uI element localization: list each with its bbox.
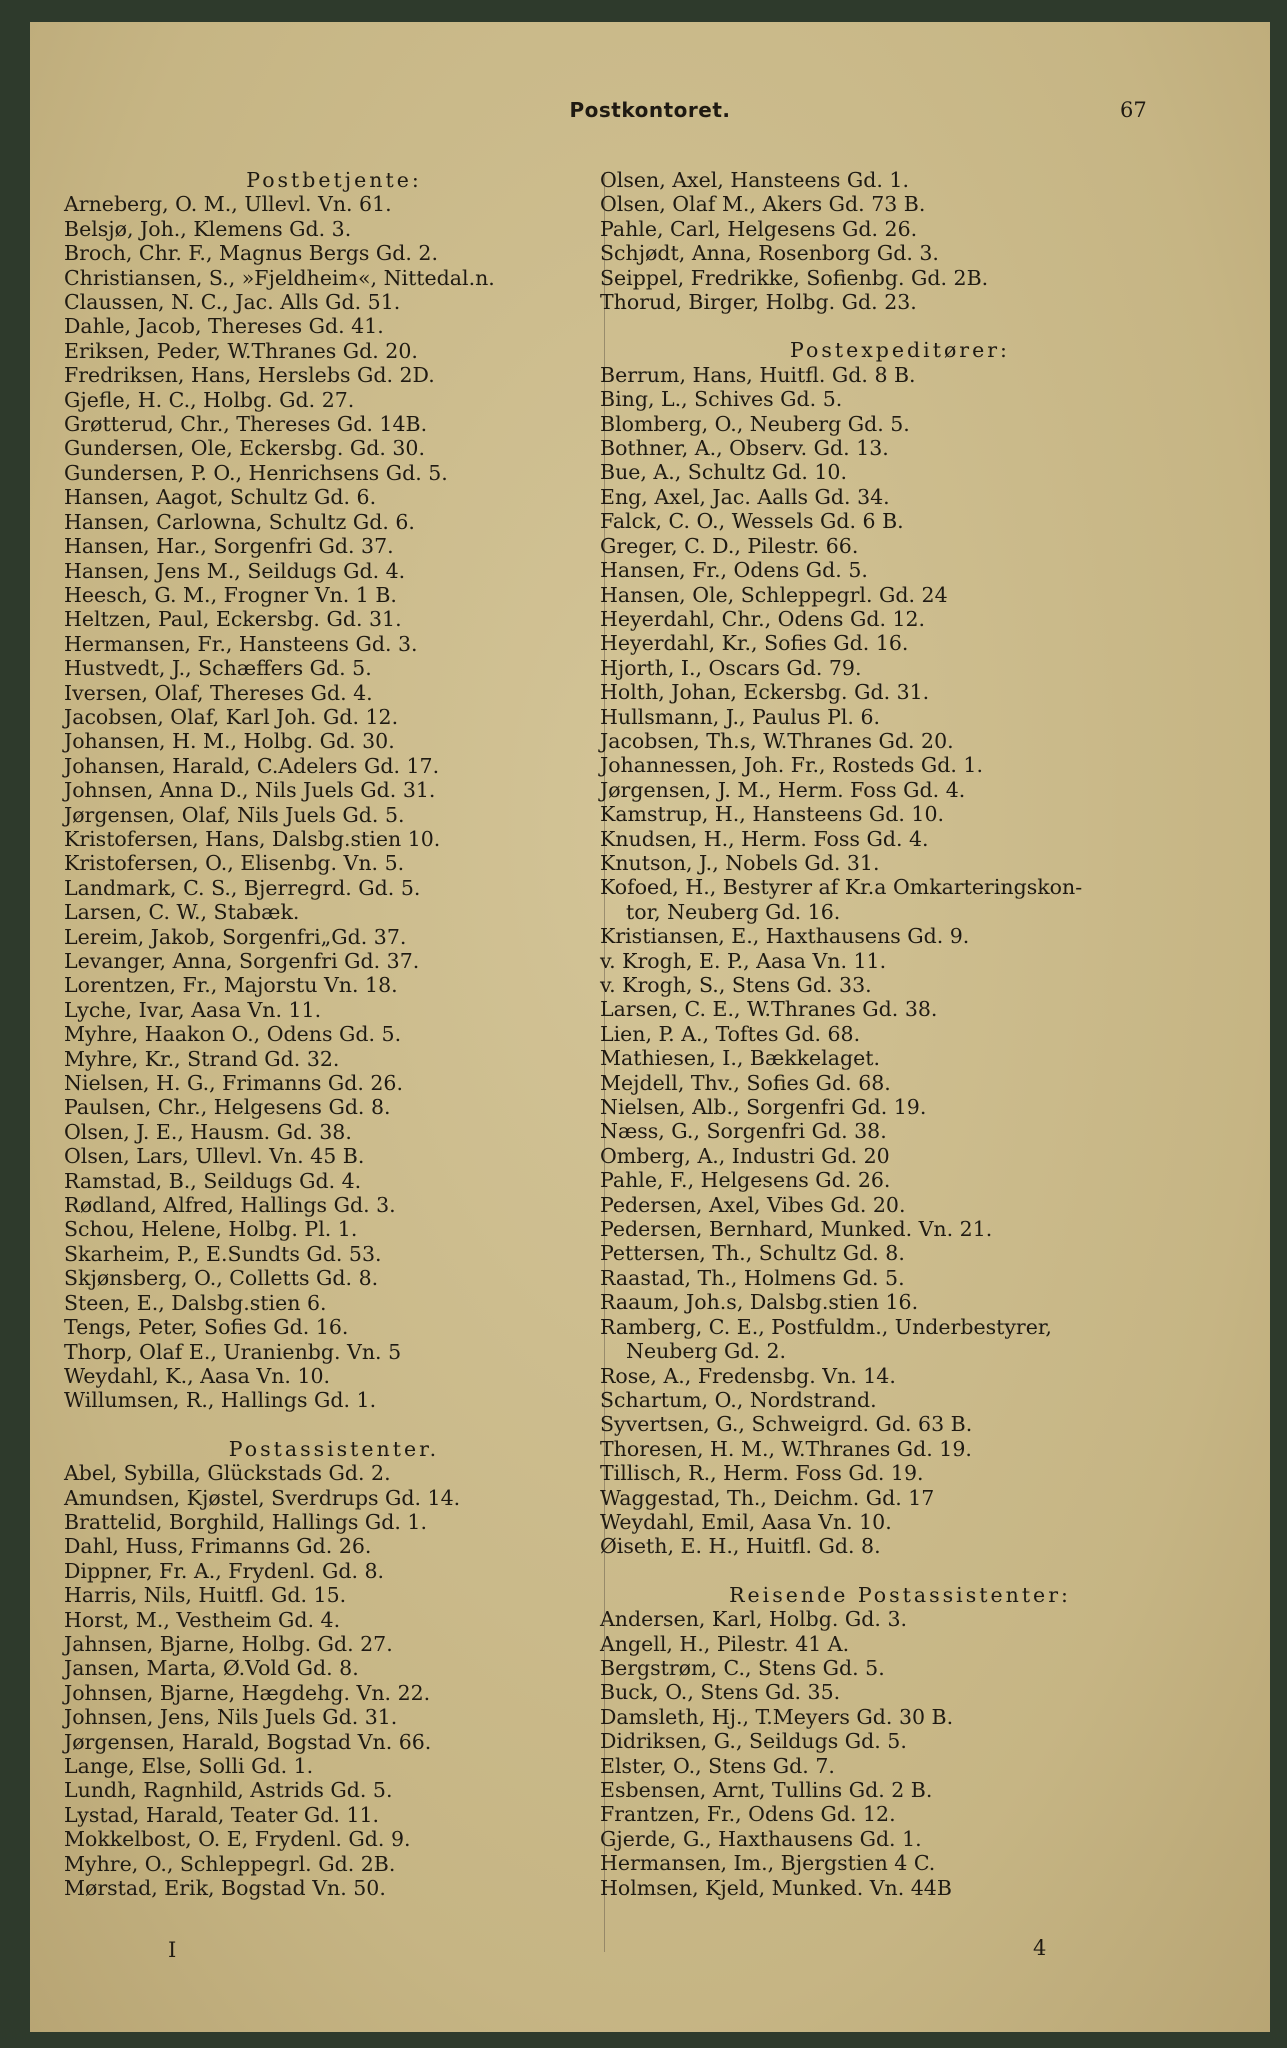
directory-entry: Jacobsen, Olaf, Karl Joh. Gd. 12. — [64, 704, 399, 729]
directory-entry: v. Krogh, E. P., Aasa Vn. 11. — [600, 948, 887, 973]
directory-entry: Abel, Sybilla, Glückstads Gd. 2. — [64, 1461, 391, 1486]
directory-entry: Tillisch, R., Herm. Foss Gd. 19. — [600, 1461, 924, 1486]
directory-entry: Larsen, C. W., Stabæk. — [64, 900, 300, 925]
directory-entry: Johansen, Harald, C.Adelers Gd. 17. — [64, 753, 440, 778]
directory-entry: Pahle, F., Helgesens Gd. 26. — [600, 1168, 891, 1193]
directory-entry: Schjødt, Anna, Rosenborg Gd. 3. — [600, 241, 939, 266]
directory-entry: Myhre, Haakon O., Odens Gd. 5. — [64, 1022, 402, 1047]
directory-entry: Olsen, Lars, Ullevl. Vn. 45 B. — [64, 1144, 365, 1169]
directory-entry: Mørstad, Erik, Bogstad Vn. 50. — [64, 1876, 386, 1901]
directory-entry: Dahle, Jacob, Thereses Gd. 41. — [64, 314, 384, 339]
list-reisende-postassistenter — [600, 1607, 1200, 1900]
directory-entry: Dahl, Huss, Frimanns Gd. 26. — [64, 1534, 372, 1559]
directory-entry: Gjefle, H. C., Holbg. Gd. 27. — [64, 387, 355, 412]
directory-entry: Holmsen, Kjeld, Munked. Vn. 44B — [600, 1875, 952, 1900]
directory-entry: Angell, H., Pilestr. 41 A. — [600, 1631, 850, 1656]
directory-entry: Johnsen, Anna D., Nils Juels Gd. 31. — [64, 778, 436, 803]
directory-entry: Rose, A., Fredensbg. Vn. 14. — [600, 1363, 896, 1388]
directory-entry: Jahnsen, Bjarne, Holbg. Gd. 27. — [64, 1631, 393, 1656]
directory-entry: Hansen, Har., Sorgenfri Gd. 37. — [64, 534, 394, 559]
directory-entry: Raastad, Th., Holmens Gd. 5. — [600, 1265, 905, 1290]
directory-entry: Pettersen, Th., Schultz Gd. 8. — [600, 1241, 905, 1266]
list-postbetjente — [64, 192, 604, 1412]
directory-entry: Esbensen, Arnt, Tullins Gd. 2 B. — [600, 1778, 933, 1802]
directory-entry: Jørgensen, Olaf, Nils Juels Gd. 5. — [64, 802, 405, 827]
directory-entry: Olsen, Axel, Hansteens Gd. 1. — [600, 168, 909, 192]
directory-entry: Nielsen, Alb., Sorgenfri Gd. 19. — [600, 1095, 927, 1120]
directory-entry: Lystad, Harald, Teater Gd. 11. — [64, 1802, 380, 1827]
directory-entry: Harris, Nils, Huitfl. Gd. 15. — [64, 1583, 347, 1608]
directory-entry: Falck, C. O., Wessels Gd. 6 B. — [600, 509, 904, 534]
directory-entry: Bothner, A., Observ. Gd. 13. — [600, 436, 889, 461]
directory-entry: Kristiansen, E., Haxthausens Gd. 9. — [600, 924, 970, 949]
directory-entry: Eng, Axel, Jac. Aalls Gd. 34. — [600, 484, 890, 509]
directory-entry: Jacobsen, Th.s, W.Thranes Gd. 20. — [600, 728, 954, 753]
directory-entry: Nielsen, H. G., Frimanns Gd. 26. — [64, 1071, 403, 1096]
directory-entry: Seippel, Fredrikke, Sofienbg. Gd. 2B. — [600, 265, 989, 290]
directory-entry: Skjønsberg, O., Colletts Gd. 8. — [64, 1266, 379, 1291]
directory-entry: Thorp, Olaf E., Uranienbg. Vn. 5 — [64, 1339, 402, 1364]
section-heading-postbetjente: Postbetjente: — [246, 168, 422, 192]
directory-entry: Pedersen, Bernhard, Munked. Vn. 21. — [600, 1217, 993, 1242]
directory-entry: Elster, O., Stens Gd. 7. — [600, 1753, 835, 1778]
directory-entry: Bing, L., Schives Gd. 5. — [600, 387, 843, 412]
directory-entry: Syvertsen, G., Schweigrd. Gd. 63 B. — [600, 1412, 973, 1437]
directory-entry: Jansen, Marta, Ø.Vold Gd. 8. — [64, 1656, 359, 1681]
section-gap — [600, 1559, 1200, 1583]
directory-entry: Blomberg, O., Neuberg Gd. 5. — [600, 411, 910, 436]
directory-entry: Christiansen, S., »Fjeldheim«, Nittedal.n. — [64, 265, 495, 290]
directory-entry: Buck, O., Stens Gd. 35. — [600, 1680, 841, 1705]
directory-entry: Næss, G., Sorgenfri Gd. 38. — [600, 1119, 887, 1144]
page-number: 67 — [1120, 98, 1147, 122]
directory-entry: Jørgensen, J. M., Herm. Foss Gd. 4. — [600, 777, 966, 802]
section-gap — [600, 314, 1200, 338]
section-heading-postassistenter: Postassistenter. — [228, 1436, 440, 1461]
directory-entry: Hullsmann, J., Paulus Pl. 6. — [600, 704, 881, 729]
right-column — [600, 168, 1200, 1900]
directory-entry: Hansen, Fr., Odens Gd. 5. — [600, 558, 868, 583]
directory-entry: Mejdell, Thv., Sofies Gd. 68. — [600, 1070, 891, 1095]
directory-entry: Fredriksen, Hans, Herslebs Gd. 2D. — [64, 363, 435, 388]
directory-entry: Horst, M., Vestheim Gd. 4. — [64, 1607, 341, 1632]
directory-entry: Heltzen, Paul, Eckersbg. Gd. 31. — [64, 607, 402, 632]
directory-entry: Ramstad, B., Seildugs Gd. 4. — [64, 1168, 362, 1193]
directory-entry: Neuberg Gd. 2. — [626, 1339, 787, 1364]
directory-entry: Andersen, Karl, Holbg. Gd. 3. — [600, 1607, 908, 1632]
directory-entry: Lundh, Ragnhild, Astrids Gd. 5. — [64, 1778, 393, 1803]
directory-entry: Heyerdahl, Chr., Odens Gd. 12. — [600, 606, 926, 631]
directory-entry: Lange, Else, Solli Gd. 1. — [64, 1754, 314, 1778]
directory-entry: Hustvedt, J., Schæffers Gd. 5. — [64, 656, 372, 681]
directory-entry: tor, Neuberg Gd. 16. — [626, 899, 841, 924]
directory-entry: Levanger, Anna, Sorgenfri Gd. 37. — [64, 949, 420, 973]
directory-entry: Willumsen, R., Hallings Gd. 1. — [64, 1388, 377, 1413]
section-heading-postexpeditorer: Postexpeditører: — [790, 338, 1010, 363]
directory-entry: Myhre, O., Schleppegrl. Gd. 2B. — [64, 1851, 396, 1876]
directory-entry: Rødland, Alfred, Hallings Gd. 3. — [64, 1193, 396, 1218]
directory-entry: Grøtterud, Chr., Thereses Gd. 14B. — [64, 412, 428, 437]
directory-entry: Johnsen, Jens, Nils Juels Gd. 31. — [64, 1705, 398, 1730]
directory-entry: Kristofersen, Hans, Dalsbg.stien 10. — [64, 826, 441, 851]
directory-entry: Kristofersen, O., Elisenbg. Vn. 5. — [64, 851, 405, 876]
directory-entry: Claussen, N. C., Jac. Alls Gd. 51. — [64, 290, 401, 315]
list-postassistenter — [64, 1461, 604, 1900]
directory-entry: Gundersen, P. O., Henrichsens Gd. 5. — [64, 460, 448, 485]
directory-entry: Pahle, Carl, Helgesens Gd. 26. — [600, 216, 918, 241]
directory-entry: Raaum, Joh.s, Dalsbg.stien 16. — [600, 1290, 919, 1315]
directory-entry: Kofoed, H., Bestyrer af Kr.a Omkarteringskon- — [600, 875, 1083, 900]
directory-entry: Schou, Helene, Holbg. Pl. 1. — [64, 1217, 358, 1242]
directory-entry: Knudsen, H., Herm. Foss Gd. 4. — [600, 826, 929, 851]
directory-entry: Tengs, Peter, Sofies Gd. 16. — [64, 1315, 349, 1340]
directory-entry: Johansen, H. M., Holbg. Gd. 30. — [64, 729, 395, 754]
directory-entry: Broch, Chr. F., Magnus Bergs Gd. 2. — [64, 241, 438, 266]
directory-entry: Heesch, G. M., Frogner Vn. 1 B. — [64, 582, 397, 607]
directory-entry: Hermansen, Im., Bjergstien 4 C. — [600, 1851, 936, 1876]
directory-entry: Bergstrøm, C., Stens Gd. 5. — [600, 1655, 885, 1680]
directory-entry: Heyerdahl, Kr., Sofies Gd. 16. — [600, 631, 909, 656]
directory-entry: Arneberg, O. M., Ullevl. Vn. 61. — [64, 192, 392, 217]
section-heading-reisende: Reisende Postassistenter: — [729, 1582, 1071, 1607]
directory-entry: Hermansen, Fr., Hansteens Gd. 3. — [64, 631, 418, 656]
directory-entry: Mathiesen, I., Bækkelaget. — [600, 1046, 880, 1071]
directory-entry: Hansen, Ole, Schleppegrl. Gd. 24 — [600, 582, 948, 607]
directory-entry: Ramberg, C. E., Postfuldm., Underbestyrer, — [600, 1314, 1052, 1339]
directory-entry: Kamstrup, H., Hansteens Gd. 10. — [600, 802, 945, 827]
directory-entry: Hansen, Carlowna, Schultz Gd. 6. — [64, 509, 415, 534]
directory-entry: Bue, A., Schultz Gd. 10. — [600, 460, 847, 485]
directory-entry: Pedersen, Axel, Vibes Gd. 20. — [600, 1192, 906, 1217]
directory-entry: Jørgensen, Harald, Bogstad Vn. 66. — [64, 1729, 432, 1754]
directory-entry: Iversen, Olaf, Thereses Gd. 4. — [64, 680, 373, 705]
directory-entry: Lyche, Ivar, Aasa Vn. 11. — [64, 997, 322, 1022]
directory-entry: Weydahl, Emil, Aasa Vn. 10. — [600, 1509, 892, 1534]
list-postexpeditorer — [600, 363, 1200, 1559]
signature-mark-right: 4 — [1033, 1936, 1047, 1960]
directory-entry: Johannessen, Joh. Fr., Rosteds Gd. 1. — [600, 753, 983, 778]
directory-entry: Steen, E., Dalsbg.stien 6. — [64, 1290, 327, 1315]
directory-entry: Berrum, Hans, Huitfl. Gd. 8 B. — [600, 362, 916, 387]
directory-entry: Omberg, A., Industri Gd. 20 — [600, 1143, 890, 1168]
directory-entry: Thoresen, H. M., W.Thranes Gd. 19. — [600, 1436, 972, 1461]
directory-entry: Schartum, O., Nordstrand. — [600, 1387, 877, 1412]
directory-entry: Waggestad, Th., Deichm. Gd. 17 — [600, 1485, 935, 1510]
directory-entry: Lorentzen, Fr., Majorstu Vn. 18. — [64, 973, 398, 998]
directory-entry: Paulsen, Chr., Helgesens Gd. 8. — [64, 1095, 391, 1120]
directory-entry: Eriksen, Peder, W.Thranes Gd. 20. — [64, 338, 418, 363]
directory-entry: Skarheim, P., E.Sundts Gd. 53. — [64, 1241, 382, 1266]
directory-entry: Myhre, Kr., Strand Gd. 32. — [64, 1046, 340, 1071]
directory-entry: Landmark, C. S., Bjerregrd. Gd. 5. — [64, 875, 421, 900]
directory-entry: Hansen, Aagot, Schultz Gd. 6. — [64, 485, 377, 510]
directory-entry: Frantzen, Fr., Odens Gd. 12. — [600, 1802, 896, 1827]
signature-mark-left: I — [168, 1938, 177, 1962]
directory-entry: Gjerde, G., Haxthausens Gd. 1. — [600, 1826, 922, 1851]
directory-entry: Larsen, C. E., W.Thranes Gd. 38. — [600, 997, 938, 1022]
directory-entry: Gundersen, Ole, Eckersbg. Gd. 30. — [64, 436, 425, 461]
directory-entry: Olsen, J. E., Hausm. Gd. 38. — [64, 1119, 352, 1144]
list-postbetjente-continued — [600, 168, 1200, 314]
directory-entry: Thorud, Birger, Holbg. Gd. 23. — [600, 290, 917, 315]
directory-entry: Damsleth, Hj., T.Meyers Gd. 30 B. — [600, 1704, 954, 1729]
directory-entry: v. Krogh, S., Stens Gd. 33. — [600, 973, 872, 997]
directory-entry: Amundsen, Kjøstel, Sverdrups Gd. 14. — [64, 1485, 461, 1510]
directory-entry: Knutson, J., Nobels Gd. 31. — [600, 850, 880, 875]
directory-entry: Olsen, Olaf M., Akers Gd. 73 B. — [600, 192, 926, 217]
directory-entry: Dippner, Fr. A., Frydenl. Gd. 8. — [64, 1558, 385, 1583]
directory-entry: Didriksen, G., Seildugs Gd. 5. — [600, 1729, 907, 1754]
directory-entry: Holth, Johan, Eckersbg. Gd. 31. — [600, 680, 930, 705]
directory-entry: Weydahl, K., Aasa Vn. 10. — [64, 1363, 331, 1388]
directory-entry: Brattelid, Borghild, Hallings Gd. 1. — [64, 1509, 427, 1534]
left-column — [64, 168, 604, 1900]
directory-entry: Hjorth, I., Oscars Gd. 79. — [600, 655, 862, 680]
document-page — [30, 22, 1270, 2032]
directory-entry: Belsjø, Joh., Klemens Gd. 3. — [64, 216, 352, 241]
directory-entry: Mokkelbost, O. E, Frydenl. Gd. 9. — [64, 1827, 411, 1852]
directory-entry: Johnsen, Bjarne, Hægdehg. Vn. 22. — [64, 1680, 431, 1705]
directory-entry: Hansen, Jens M., Seildugs Gd. 4. — [64, 558, 406, 583]
directory-entry: Greger, C. D., Pilestr. 66. — [600, 533, 859, 558]
directory-entry: Lien, P. A., Toftes Gd. 68. — [600, 1021, 861, 1046]
section-gap — [64, 1413, 604, 1437]
directory-entry: Lereim, Jakob, Sorgenfri„Gd. 37. — [64, 924, 407, 949]
page-title: Postkontoret. — [569, 98, 731, 122]
directory-entry: Øiseth, E. H., Huitfl. Gd. 8. — [600, 1534, 881, 1559]
